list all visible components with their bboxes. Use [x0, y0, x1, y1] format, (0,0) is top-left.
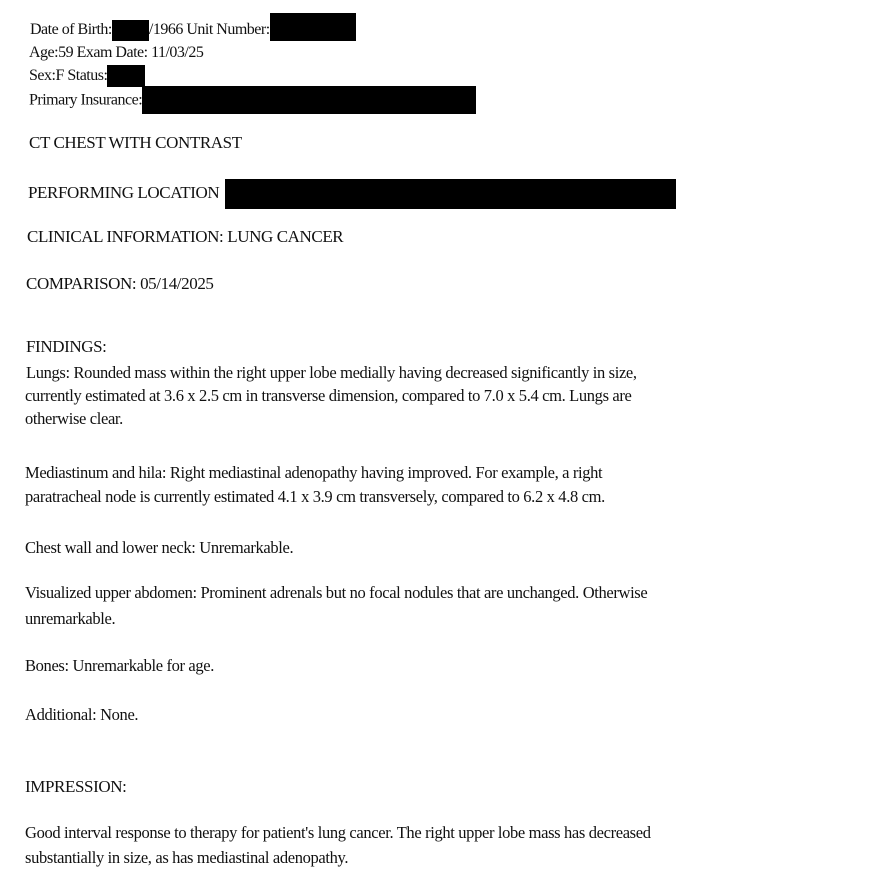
performing-location-label: PERFORMING LOCATION — [28, 182, 220, 202]
findings-lungs-line: Lungs: Rounded mass within the right upper lobe medially having decreased significantly in size, — [26, 363, 637, 382]
findings-abdomen-line: unremarkable. — [25, 609, 116, 628]
performing-location-line — [28, 179, 676, 209]
unit-number-label: Unit Number: — [186, 21, 270, 38]
dob-label: Date of Birth: — [30, 21, 112, 38]
exam-title: CT CHEST WITH CONTRAST — [29, 133, 242, 152]
findings-lungs-line: otherwise clear. — [25, 409, 123, 428]
clinical-information: CLINICAL INFORMATION: LUNG CANCER — [27, 227, 344, 246]
impression-heading: IMPRESSION: — [25, 777, 127, 796]
findings-lungs-line: currently estimated at 3.6 x 2.5 cm in transverse dimension, compared to 7.0 x 5.4 cm. Lungs are — [25, 386, 632, 405]
findings-heading: FINDINGS: — [26, 337, 107, 356]
age-exam-line: Age:59 Exam Date: 11/03/25 — [29, 44, 204, 61]
insurance-line — [29, 88, 476, 114]
status-redaction — [107, 65, 145, 87]
sex-status-label: Sex:F Status: — [29, 67, 108, 84]
findings-bones: Bones: Unremarkable for age. — [25, 656, 215, 675]
performing-location-redaction — [225, 179, 676, 209]
comparison: COMPARISON: 05/14/2025 — [26, 274, 214, 293]
insurance-redaction — [142, 86, 476, 114]
dob-year: /1966 — [148, 21, 183, 38]
impression-line: Good interval response to therapy for patient's lung cancer. The right upper lobe mass has decreased — [25, 823, 651, 842]
dob-redaction — [112, 20, 149, 41]
unit-number-redaction — [270, 13, 356, 41]
findings-additional: Additional: None. — [25, 705, 139, 724]
sex-status-line — [29, 65, 145, 87]
findings-chest-wall: Chest wall and lower neck: Unremarkable. — [25, 538, 294, 557]
dob-line — [30, 19, 356, 41]
findings-abdomen-line: Visualized upper abdomen: Prominent adrenals but no focal nodules that are unchanged. Otherwise — [25, 583, 648, 602]
findings-mediastinum-line: Mediastinum and hila: Right mediastinal adenopathy having improved. For example, a right — [25, 463, 603, 482]
impression-line: substantially in size, as has mediastinal adenopathy. — [25, 848, 349, 867]
findings-mediastinum-line: paratracheal node is currently estimated 4.1 x 3.9 cm transversely, compared to 6.2 x 4.8 cm. — [25, 487, 605, 506]
insurance-label: Primary Insurance: — [29, 91, 143, 109]
